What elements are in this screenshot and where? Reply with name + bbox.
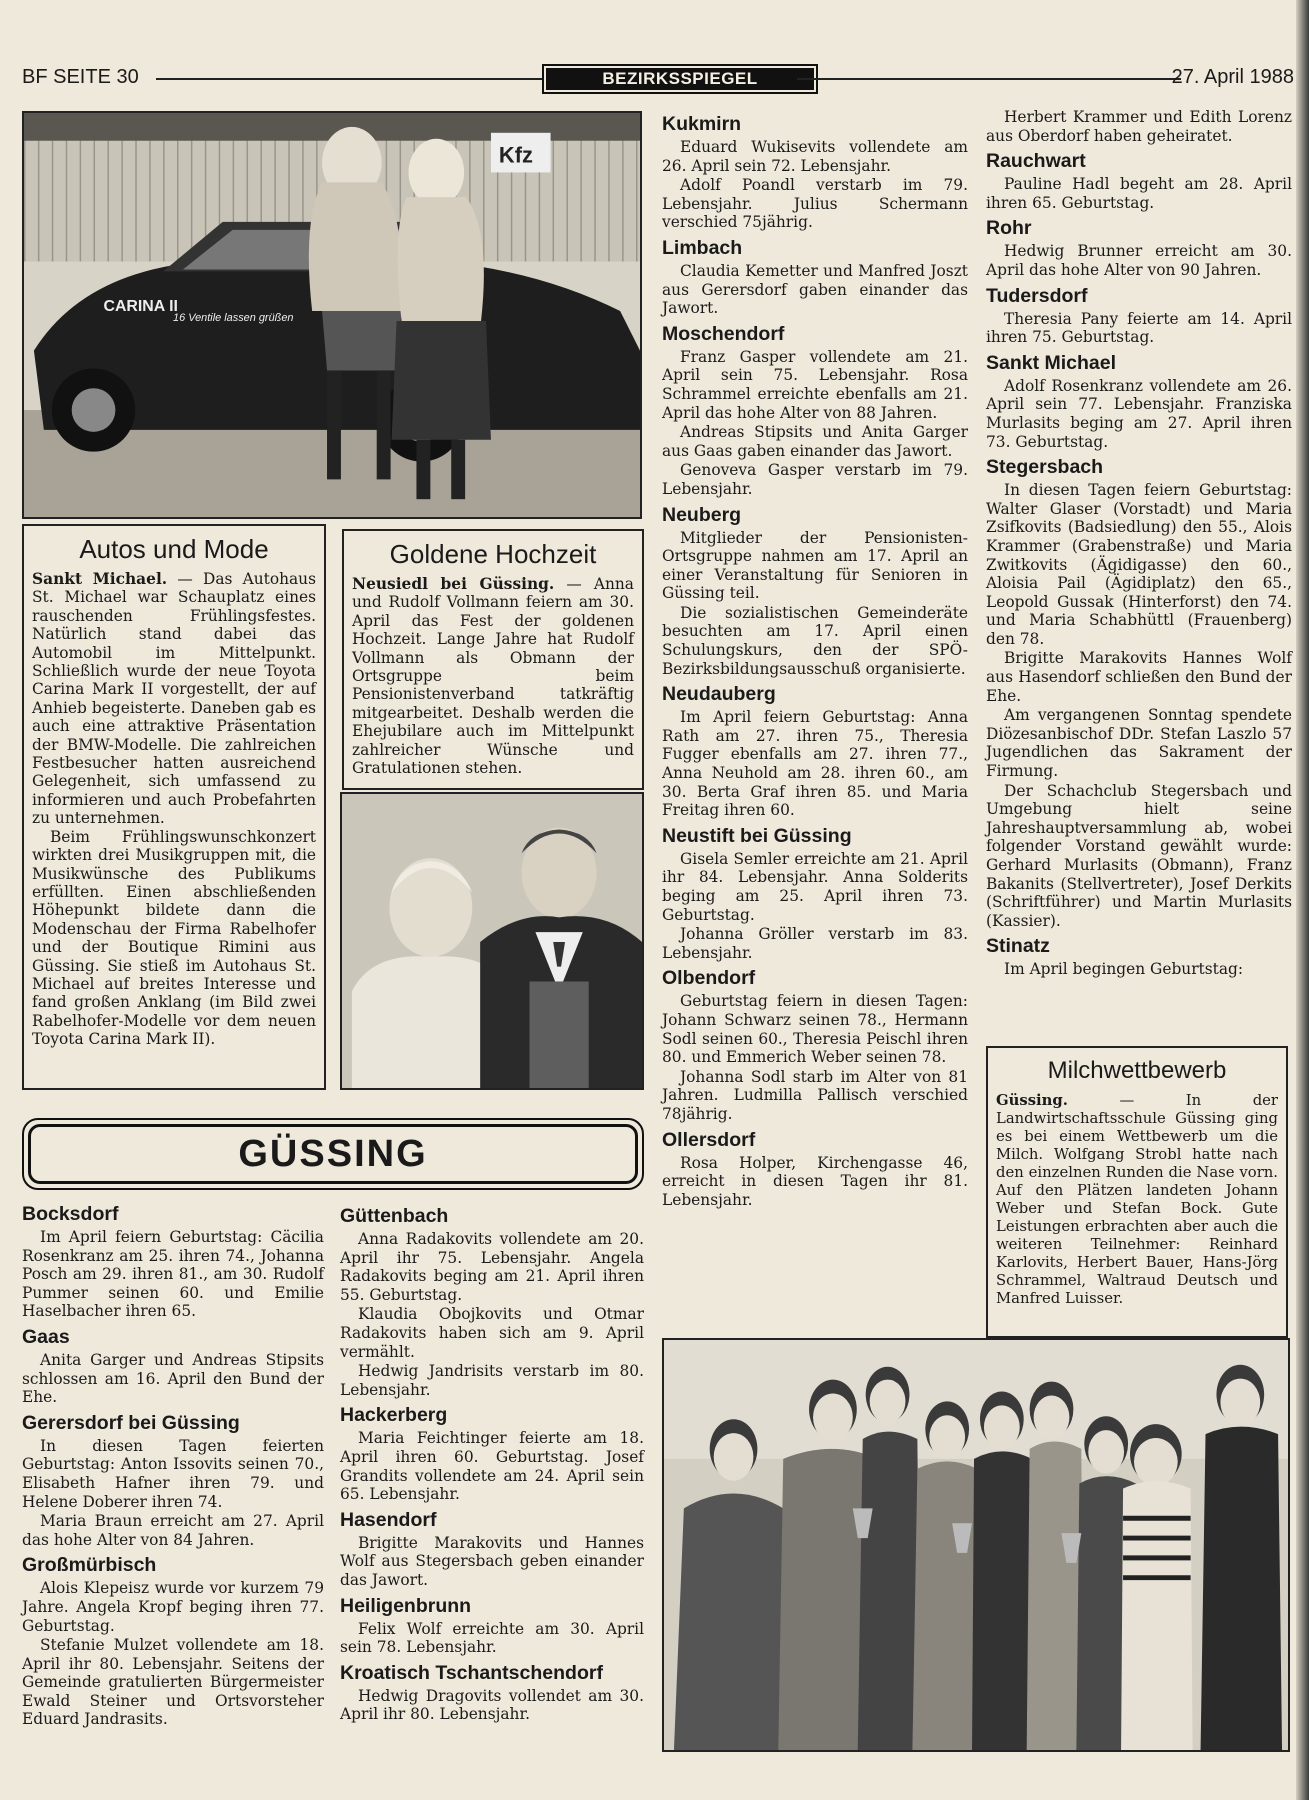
news-item-olbendorf: [662, 966, 968, 1123]
town-heading: Gaas: [22, 1325, 70, 1348]
header-rule-left: [156, 78, 542, 80]
news-paragraph: Mitglieder der Pensionisten-Ortsgruppe nahmen am 17. April an einer Veranstaltung für Senioren in Güssing teil.: [662, 528, 968, 603]
town-heading: Rauchwart: [986, 150, 1086, 173]
news-item-tudersdorf: [986, 284, 1292, 347]
news-paragraph: Der Schachclub Stegersbach und Umgebung hielt seine Jahreshauptversammlung ab, wobei folgender Vorstand gewählt wurde: Gerhard Murlasits (Obmann), Franz Bakanits (Stellvertreter), Josef Derkits (Schriftführer) und Martin Murlasits (Kassier).: [986, 781, 1292, 930]
news-item-gaas: [22, 1325, 324, 1407]
news-paragraph: Klaudia Obojkovits und Otmar Radakovits haben sich am 9. April vermählt.: [340, 1305, 644, 1361]
town-heading: Heiligenbrunn: [340, 1594, 472, 1617]
news-item-stegersbach: [986, 455, 1292, 930]
article-paragraph: Güssing. — In der Landwirtschaftsschule Güssing ging es bei einem Wettbewerb um die Milch. Wolfgang Strobl hatte nach den einzelnen Runden die Nase vorn. Auf den Plätzen landeten Johann Weber und Stefan Bock. Gute Leistungen erbrachten aber auch die weiteren Teilnehmer: Reinhard Karlovits, Herbert Bauer, Hans-Jörg Schrammel, Waltraud Deutsch und Manfred Luisser.: [996, 1092, 1278, 1307]
news-paragraph: Brigitte Marakovits und Hannes Wolf aus Stegersbach geben einander das Jawort.: [340, 1533, 644, 1589]
news-paragraph: Johanna Gröller verstarb im 83. Lebensjahr.: [662, 925, 968, 962]
news-paragraph: Brigitte Marakovits Hannes Wolf aus Hasendorf schließen den Bund der Ehe.: [986, 649, 1292, 705]
article-title: Autos und Mode: [79, 534, 269, 564]
town-heading: Stinatz: [986, 935, 1050, 958]
autos-und-mode-article: [22, 524, 326, 1090]
page-date: 27. April 1988: [1171, 66, 1294, 88]
town-heading: Bocksdorf: [22, 1203, 119, 1225]
news-paragraph: Hedwig Dragovits vollendet am 30. April ihr 80. Lebensjahr.: [340, 1686, 644, 1724]
car-model-text: CARINA II: [103, 298, 178, 316]
news-item-hasendorf: [340, 1508, 644, 1590]
news-paragraph: Geburtstag feiern in diesen Tagen: Johann Schwarz seinen 78., Hermann Sodl seinen 60., Theresia Peischl ihren 80. und Emmerich Weber seinen 78.: [662, 992, 968, 1067]
news-item-kukmirn: [662, 112, 968, 232]
news-item-sankt-michael: [986, 351, 1292, 451]
news-item-moschendorf: [662, 322, 968, 499]
page-header: [22, 64, 1294, 96]
milk-competition-group-photo: [662, 1338, 1290, 1752]
milchwettbewerb-article: [986, 1046, 1288, 1338]
news-item-ollersdorf: [662, 1128, 968, 1210]
news-item-heiligenbrunn: [340, 1594, 644, 1657]
news-paragraph: Gisela Semler erreichte am 21. April ihr 84. Lebensjahr. Anna Solderits beging am 25. April ihren 73. Geburtstag.: [662, 849, 968, 924]
car-slogan-text: 16 Ventile lassen grüßen: [173, 311, 294, 324]
news-paragraph: Alois Klepeisz wurde vor kurzem 79 Jahre. Angela Kropf beging ihren 77. Geburtstag.: [22, 1579, 324, 1635]
news-paragraph: Im April feiern Geburtstag: Cäcilia Rosenkranz am 25. ihren 74., Johanna Posch am 29. ihren 81., am 30. Rudolf Pummer seinen 60. und Emilie Haselbacher ihren 65.: [22, 1228, 324, 1321]
news-paragraph: Maria Braun erreicht am 27. April das hohe Alter von 84 Jahren.: [22, 1512, 324, 1549]
news-item-gerersdorf: [22, 1411, 324, 1550]
guessing-banner: [22, 1118, 644, 1190]
town-heading: Sankt Michael: [986, 351, 1117, 374]
town-heading: Moschendorf: [662, 322, 785, 345]
news-column-4: [986, 108, 1292, 979]
page-label: BF SEITE 30: [22, 66, 139, 88]
article-title: Goldene Hochzeit: [389, 539, 597, 569]
news-paragraph: Johanna Sodl starb im Alter von 81 Jahren. Ludmilla Pallisch verschied 78jährig.: [662, 1067, 968, 1123]
dateline: Güssing.: [996, 1092, 1068, 1109]
dateline: Sankt Michael.: [32, 570, 168, 588]
news-paragraph: Anita Garger und Andreas Stipsits schlossen am 16. April den Bund der Ehe.: [22, 1350, 324, 1407]
town-heading: Hackerberg: [340, 1404, 448, 1427]
news-item-bocksdorf: [22, 1202, 324, 1321]
news-item-neuberg: [662, 503, 968, 679]
news-paragraph: Felix Wolf erreichte am 30. April sein 78. Lebensjahr.: [340, 1619, 644, 1657]
dateline: Neusiedl bei Güssing.: [352, 575, 555, 593]
news-item-hackerberg: [340, 1403, 644, 1503]
header-rule-right: [797, 78, 1181, 80]
news-paragraph: Rosa Holper, Kirchengasse 46, erreicht in diesen Tagen ihr 81. Lebensjahr.: [662, 1153, 968, 1209]
town-heading: Großmürbisch: [22, 1554, 157, 1577]
news-paragraph: Herbert Krammer und Edith Lorenz aus Oberdorf haben geheiratet.: [986, 108, 1292, 145]
news-item-limbach: [662, 236, 968, 318]
news-item-stinatz: [986, 934, 1292, 979]
town-heading: Stegersbach: [986, 456, 1104, 479]
news-column-2: [340, 1200, 644, 1724]
news-paragraph: In diesen Tagen feierten Geburtstag: Anton Issovits seinen 70., Elisabeth Hafner ihren 79. und Helene Doberer ihren 74.: [22, 1436, 324, 1511]
town-heading: Gerersdorf bei Güssing: [22, 1411, 240, 1434]
town-heading: Neustift bei Güssing: [662, 824, 852, 847]
news-paragraph: Andreas Stipsits und Anita Garger aus Gaas gaben einander das Jawort.: [662, 423, 968, 460]
news-paragraph: Claudia Kemetter und Manfred Joszt aus Gerersdorf gaben einander das Jawort.: [662, 261, 968, 318]
town-heading: Güttenbach: [340, 1205, 449, 1227]
article-title: Milchwettbewerb: [1047, 1057, 1227, 1084]
town-heading: Kroatisch Tschantschendorf: [340, 1661, 603, 1684]
news-paragraph: Hedwig Brunner erreicht am 30. April das hohe Alter von 90 Jahren.: [986, 242, 1292, 279]
news-paragraph: Eduard Wukisevits vollendete am 26. April sein 72. Lebensjahr.: [662, 138, 968, 175]
town-heading: Kukmirn: [662, 113, 742, 135]
section-label-box: [542, 64, 818, 94]
news-column-1: [22, 1198, 324, 1729]
news-paragraph: Adolf Rosenkranz vollendete am 26. April sein 77. Lebensjahr. Franziska Murlasits beging am 27. April ihren 73. Geburtstag.: [986, 376, 1292, 451]
town-heading: Hasendorf: [340, 1508, 437, 1531]
news-paragraph: Stefanie Mulzet vollendete am 18. April ihr 80. Lebensjahr. Seitens der Gemeinde gratulierten Bürgermeister Ewald Steiner und Ortsvorsteher Eduard Jandrasits.: [22, 1636, 324, 1729]
town-heading: Tudersdorf: [986, 284, 1088, 307]
news-paragraph: Maria Feichtinger feierte am 18. April ihren 60. Geburtstag. Josef Grandits vollendete am 24. April sein 65. Lebensjahr.: [340, 1429, 644, 1504]
news-item-neudauberg: [662, 682, 968, 820]
news-paragraph: Adolf Poandl verstarb im 79. Lebensjahr. Julius Schermann verschied 75jährig.: [662, 176, 968, 232]
region-title: GÜSSING: [28, 1124, 638, 1184]
news-item-guettenbach: [340, 1204, 644, 1399]
sign-text: Kfz: [498, 142, 533, 168]
news-column-3: [662, 108, 968, 1209]
news-paragraph: Franz Gasper vollendete am 21. April sein 75. Lebensjahr. Rosa Schrammel erreichte ebenfalls am 21. April das hohe Alter von 88 Jahren.: [662, 347, 968, 422]
news-paragraph: In diesen Tagen feiern Geburtstag: Walter Glaser (Vorstadt) und Maria Zsifkovits (Badsiedlung) den 55., Alois Krammer (Grabenstraße) und Maria Zwitkovits (Ägidigasse) den 60., Aloisia Pail (Ägidiplatz) den 65., Leopold Gussak (Hinterforst) den 74. und Maria Schabhüttl (Frauenberg) den 78.: [986, 481, 1292, 648]
article-paragraph: Sankt Michael. — Das Autohaus St. Michael war Schauplatz eines rauschenden Frühlingsfestes. Natürlich stand dabei das Automobil im Mittelpunkt. Schließlich wurde der neue Toyota Carina Mark II vorgestellt, der auf Anhieb begeisterte. Daneben gab es auch eine attraktive Präsentation der BMW-Modelle. Die zahlreichen Festbesucher hatten ausreichend Gelegenheit, sich umfassend zu informieren und auch Probefahrten zu unternehmen.: [32, 570, 316, 828]
news-item-kroatisch-tschantschendorf: [340, 1661, 644, 1724]
news-item-rohr: [986, 216, 1292, 279]
news-paragraph: Im April feiern Geburtstag: Anna Rath am 27. ihren 75., Theresia Fugger ebenfalls am 27. ihren 77., Anna Neuhold am 28. ihren 60., am 30. Berta Graf ihren 85. und Maria Freitag ihren 60.: [662, 708, 968, 820]
news-item-rauchwart: [986, 149, 1292, 212]
section-label: BEZIRKSSPIEGEL: [546, 68, 814, 90]
car-fashion-photo: [22, 111, 642, 519]
town-heading: Neudauberg: [662, 683, 776, 706]
town-heading: Ollersdorf: [662, 1128, 756, 1151]
town-heading: Rohr: [986, 217, 1032, 240]
news-paragraph: Pauline Hadl begeht am 28. April ihren 65. Geburtstag.: [986, 175, 1292, 212]
town-heading: Olbendorf: [662, 967, 756, 990]
page-edge-shadow: [1296, 0, 1309, 1800]
news-item-grossmuerbisch: [22, 1553, 324, 1729]
couple-photo: [340, 792, 644, 1090]
town-heading: Limbach: [662, 236, 743, 259]
news-paragraph: Anna Radakovits vollendete am 20. April ihr 75. Lebensjahr. Angela Radakovits beging am 21. April ihren 55. Geburtstag.: [340, 1230, 644, 1304]
article-paragraph: Neusiedl bei Güssing. — Anna und Rudolf Vollmann feiern am 30. April das Fest der goldenen Hochzeit. Lange Jahre hat Rudolf Vollmann als Obmann der Ortsgruppe beim Pensionistenverband tatkräftig mitgearbeitet. Deshalb werden die Ehejubilare auch im Mittelpunkt zahlreicher Wünsche und Gratulationen stehen.: [352, 575, 634, 778]
news-paragraph: Die sozialistischen Gemeinderäte besuchten am 17. April einen Schulungskurs, den der SPÖ-Bezirksbildungsausschuß organisierte.: [662, 603, 968, 678]
news-paragraph: Genoveva Gasper verstarb im 79. Lebensjahr.: [662, 461, 968, 498]
article-paragraph: Beim Frühlingswunschkonzert wirkten drei Musikgruppen mit, die Musikwünsche des Publikums erfüllten. Einen abschließenden Höhepunkt bildete dann die Modenschau der Firma Rabelhofer und der Boutique Rimini aus Güssing. Sie stieß im Autohaus St. Michael auf breites Interesse und fand großen Anklang (im Bild zwei Rabelhofer-Modelle vor dem neuen Toyota Carina Mark II).: [32, 827, 316, 1049]
news-paragraph: Theresia Pany feierte am 14. April ihren 75. Geburtstag.: [986, 309, 1292, 347]
town-heading: Neuberg: [662, 503, 742, 526]
news-item-neustift: [662, 824, 968, 963]
news-paragraph: Am vergangenen Sonntag spendete Diözesanbischof DDr. Stefan Laszlo 57 Jugendlichen das Sakrament der Firmung.: [986, 706, 1292, 781]
news-paragraph: Im April begingen Geburtstag:: [1004, 960, 1244, 979]
goldene-hochzeit-article: [342, 529, 644, 790]
news-paragraph: Hedwig Jandrisits verstarb im 80. Lebensjahr.: [340, 1362, 644, 1399]
